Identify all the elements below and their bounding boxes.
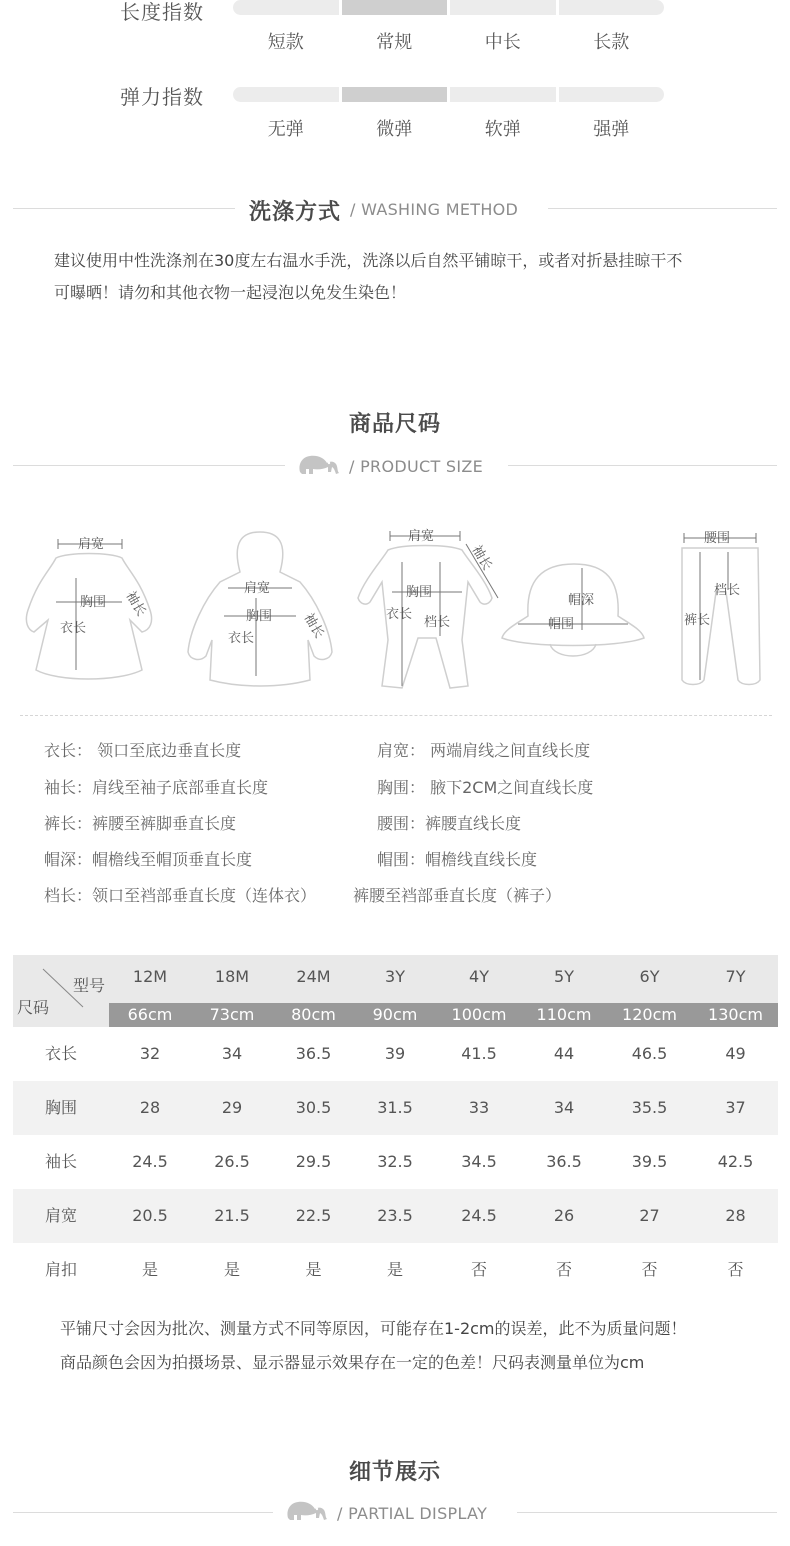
partial-display-title-en: / PARTIAL DISPLAY bbox=[337, 1504, 488, 1523]
label-hat-circ: 帽围 bbox=[548, 617, 575, 632]
table-body bbox=[13, 1027, 778, 1297]
divider-line bbox=[13, 1512, 273, 1513]
table-cell: 32 bbox=[139, 1044, 161, 1063]
elastic-index-labels bbox=[233, 115, 664, 141]
label-shoulder: 肩宽 bbox=[78, 537, 105, 552]
height-header: 66cm bbox=[127, 1005, 173, 1024]
table-cell: 28 bbox=[139, 1098, 161, 1117]
elephant-icon bbox=[284, 1498, 330, 1528]
partial-display-title: 细节展示 bbox=[349, 1460, 442, 1485]
length-seg-1 bbox=[233, 0, 339, 15]
definition-item: 裤长：裤腰至裤脚垂直长度 bbox=[44, 814, 237, 833]
table-header bbox=[13, 955, 778, 1027]
table-cell: 24.5 bbox=[461, 1206, 497, 1225]
size-header: 3Y bbox=[385, 967, 405, 986]
table-cell: 39 bbox=[384, 1044, 406, 1063]
label-waist: 腰围 bbox=[704, 531, 731, 546]
table-cell: 21.5 bbox=[214, 1206, 250, 1225]
elastic-seg-4 bbox=[559, 87, 665, 102]
table-cell: 46.5 bbox=[631, 1044, 668, 1063]
table-cell: 否 bbox=[727, 1260, 744, 1279]
table-cell: 是 bbox=[141, 1260, 158, 1279]
table-row bbox=[13, 1243, 778, 1297]
table-cell: 34.5 bbox=[461, 1152, 497, 1171]
definition-item: 档长：领口至裆部垂直长度（连体衣） bbox=[44, 886, 317, 905]
table-row bbox=[13, 1027, 778, 1081]
elastic-option: 微弹 bbox=[376, 119, 413, 140]
table-cell: 23.5 bbox=[377, 1206, 413, 1225]
table-cell: 否 bbox=[641, 1260, 658, 1279]
label-shoulder: 肩宽 bbox=[244, 581, 271, 596]
table-cell: 22.5 bbox=[295, 1206, 332, 1225]
size-header: 5Y bbox=[554, 967, 574, 986]
table-cell: 26 bbox=[553, 1206, 575, 1225]
size-header: 4Y bbox=[469, 967, 489, 986]
length-option: 短款 bbox=[267, 32, 304, 53]
label-chest: 胸围 bbox=[80, 595, 107, 610]
definition-item: 肩宽： 两端肩线之间直线长度 bbox=[377, 741, 591, 760]
washing-text-line: 建议使用中性洗涤剂在30度左右温水手洗，洗涤以后自然平铺晾干，或者对折悬挂晾干不 bbox=[54, 251, 683, 270]
divider-line bbox=[517, 1512, 777, 1513]
table-cell: 36.5 bbox=[546, 1152, 582, 1171]
definition-item: 腰围：裤腰直线长度 bbox=[377, 814, 522, 833]
corner-size-label: 尺码 bbox=[17, 998, 50, 1017]
elastic-seg-2-selected bbox=[342, 87, 448, 102]
table-cell: 49 bbox=[725, 1044, 746, 1063]
table-cell: 41.5 bbox=[461, 1044, 497, 1063]
length-seg-3 bbox=[450, 0, 556, 15]
length-index-title: 长度指数 bbox=[120, 0, 204, 24]
table-cell: 34 bbox=[221, 1044, 243, 1063]
row-label: 肩宽 bbox=[44, 1206, 77, 1225]
length-seg-4 bbox=[559, 0, 665, 15]
length-index-labels bbox=[233, 28, 664, 54]
row-label: 衣长 bbox=[44, 1044, 77, 1063]
row-label: 胸围 bbox=[44, 1098, 77, 1117]
dress-diagram bbox=[18, 520, 168, 694]
label-length: 衣长 bbox=[386, 607, 413, 622]
elastic-option: 强弹 bbox=[593, 119, 630, 140]
height-header: 80cm bbox=[291, 1005, 336, 1024]
product-size-title: 商品尺码 bbox=[349, 412, 442, 437]
size-header: 7Y bbox=[725, 967, 746, 986]
washing-text bbox=[54, 245, 754, 309]
table-cell: 否 bbox=[555, 1260, 572, 1279]
definition-item: 帽围：帽檐线直线长度 bbox=[377, 850, 538, 869]
label-sleeve: 袖长 bbox=[468, 543, 495, 574]
size-header: 18M bbox=[214, 967, 250, 986]
definition-item: 胸围： 腋下2CM之间直线长度 bbox=[377, 778, 594, 797]
height-header: 110cm bbox=[536, 1005, 592, 1024]
hat-diagram bbox=[498, 520, 648, 694]
height-header: 120cm bbox=[622, 1005, 677, 1024]
height-header: 100cm bbox=[451, 1005, 507, 1024]
table-cell: 29 bbox=[221, 1098, 243, 1117]
size-table bbox=[13, 955, 778, 1297]
length-seg-2-selected bbox=[342, 0, 448, 15]
table-cell: 是 bbox=[223, 1260, 240, 1279]
table-cell: 44 bbox=[553, 1044, 575, 1063]
divider-line bbox=[13, 465, 285, 466]
note-line-2: 商品颜色会因为拍摄场景、显示器显示效果存在一定的色差！尺码表测量单位为cm bbox=[60, 1353, 645, 1372]
table-cell: 34 bbox=[553, 1098, 575, 1117]
table-cell: 是 bbox=[305, 1260, 322, 1279]
washing-title-en: / WASHING METHOD bbox=[350, 200, 519, 219]
label-pant-length: 裤长 bbox=[684, 613, 711, 628]
romper-diagram bbox=[352, 520, 512, 699]
dashed-divider bbox=[20, 715, 772, 716]
table-cell: 是 bbox=[386, 1260, 403, 1279]
table-cell: 30.5 bbox=[295, 1098, 332, 1117]
table-row bbox=[13, 1189, 778, 1243]
table-cell: 24.5 bbox=[132, 1152, 168, 1171]
table-cell: 29.5 bbox=[295, 1152, 332, 1171]
table-cell: 32.5 bbox=[377, 1152, 413, 1171]
definition-item: 帽深：帽檐线至帽顶垂直长度 bbox=[44, 850, 253, 869]
elastic-seg-1 bbox=[233, 87, 339, 102]
elastic-index-title: 弹力指数 bbox=[120, 85, 204, 109]
table-cell: 27 bbox=[639, 1206, 660, 1225]
definition-item: 衣长： 领口至底边垂直长度 bbox=[44, 741, 242, 760]
length-option: 中长 bbox=[484, 32, 521, 53]
table-cell: 否 bbox=[470, 1260, 487, 1279]
label-length: 衣长 bbox=[228, 631, 255, 646]
row-label: 肩扣 bbox=[44, 1260, 77, 1279]
pants-diagram bbox=[670, 520, 770, 699]
label-chest: 胸围 bbox=[406, 585, 433, 600]
table-cell: 39.5 bbox=[631, 1152, 668, 1171]
divider-line bbox=[548, 208, 777, 209]
table-cell: 37 bbox=[725, 1098, 746, 1117]
label-crotch: 档长 bbox=[714, 583, 741, 598]
label-sleeve: 袖长 bbox=[300, 611, 327, 642]
note-line-1: 平铺尺寸会因为批次、测量方式不同等原因，可能存在1-2cm的误差，此不为质量问题！ bbox=[60, 1319, 687, 1338]
length-option: 常规 bbox=[376, 32, 413, 53]
corner-model-label: 型号 bbox=[73, 976, 106, 995]
label-crotch: 档长 bbox=[424, 615, 451, 630]
table-cell: 28 bbox=[725, 1206, 746, 1225]
table-cell: 31.5 bbox=[377, 1098, 413, 1117]
length-index-bar bbox=[233, 0, 664, 15]
elastic-option: 无弹 bbox=[267, 119, 304, 140]
label-shoulder: 肩宽 bbox=[408, 529, 435, 544]
label-sleeve: 袖长 bbox=[122, 589, 149, 620]
washing-title: 洗涤方式 bbox=[249, 200, 342, 225]
table-row bbox=[13, 1135, 778, 1189]
height-header: 73cm bbox=[209, 1005, 255, 1024]
label-hat-depth: 帽深 bbox=[568, 593, 595, 608]
divider-line bbox=[508, 465, 777, 466]
table-cell: 20.5 bbox=[132, 1206, 168, 1225]
length-option: 长款 bbox=[593, 32, 630, 53]
elastic-index-bar bbox=[233, 87, 664, 102]
elastic-seg-3 bbox=[450, 87, 556, 102]
elephant-icon bbox=[296, 452, 342, 482]
elastic-option: 软弹 bbox=[484, 119, 521, 140]
product-size-title-en: / PRODUCT SIZE bbox=[349, 457, 484, 476]
table-cell: 35.5 bbox=[631, 1098, 668, 1117]
table-cell: 33 bbox=[468, 1098, 490, 1117]
size-header: 6Y bbox=[639, 967, 660, 986]
definition-item: 裤腰至裆部垂直长度（裤子） bbox=[353, 886, 562, 905]
row-label: 袖长 bbox=[44, 1152, 77, 1171]
height-header: 90cm bbox=[372, 1005, 418, 1024]
label-length: 衣长 bbox=[60, 621, 87, 636]
label-chest: 胸围 bbox=[246, 609, 273, 624]
table-row bbox=[13, 1081, 778, 1135]
table-cell: 42.5 bbox=[717, 1152, 754, 1171]
jacket-diagram bbox=[180, 520, 340, 694]
divider-line bbox=[13, 208, 235, 209]
washing-text-line: 可曝晒！请勿和其他衣物一起浸泡以免发生染色！ bbox=[54, 283, 407, 302]
table-cell: 36.5 bbox=[295, 1044, 332, 1063]
size-header: 12M bbox=[132, 967, 168, 986]
definition-item: 袖长：肩线至袖子底部垂直长度 bbox=[44, 778, 269, 797]
height-header: 130cm bbox=[708, 1005, 763, 1024]
size-header: 24M bbox=[296, 967, 331, 986]
table-cell: 26.5 bbox=[214, 1152, 250, 1171]
